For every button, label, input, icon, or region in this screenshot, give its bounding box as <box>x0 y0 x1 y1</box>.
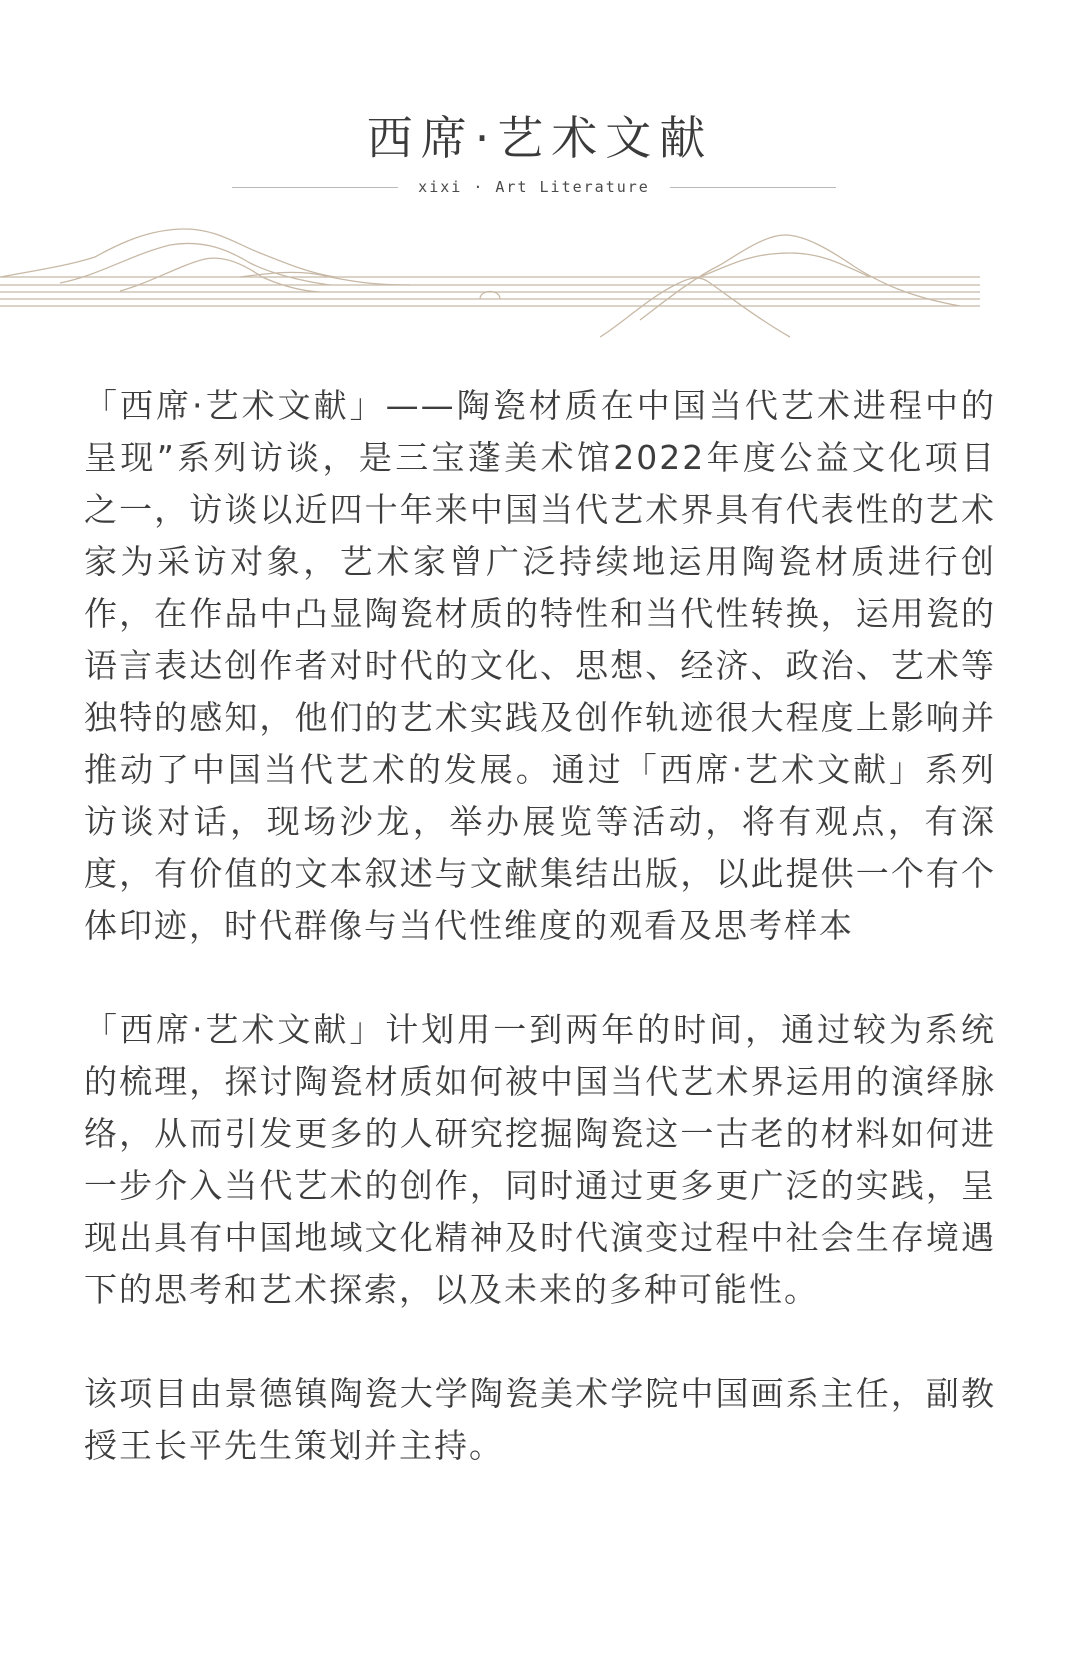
paragraph-plan: 「西席·艺术文献」计划用一到两年的时间，通过较为系统的梳理，探讨陶瓷材质如何被中国当代艺术界运用的演绎脉络，从而引发更多的人研究挖掘陶瓷这一古老的材料如何进一步介入当代艺术的创作，同时通过更多更广泛的实践，呈现出具有中国地域文化精神及时代演变过程中社会生存境遇下的思考和艺术探索，以及未来的多种可能性。 <box>84 1010 996 1309</box>
mountain-line-ornament-icon <box>0 225 1080 340</box>
page-title: 西席·艺术文献 <box>366 111 714 165</box>
divider-right <box>670 187 836 188</box>
paragraph-intro: 「西席·艺术文献」——陶瓷材质在中国当代艺术进程中的呈现”系列访谈，是三宝蓬美术馆2022年度公益文化项目之一，访谈以近四十年来中国当代艺术界具有代表性的艺术家为采访对象，艺术家曾广泛持续地运用陶瓷材质进行创作，在作品中凸显陶瓷材质的特性和当代性转换，运用瓷的语言表达创作者对时代的文化、思想、经济、政治、艺术等独特的感知，他们的艺术实践及创作轨迹很大程度上影响并推动了中国当代艺术的发展。通过「西席·艺术文献」系列访谈对话，现场沙龙，举办展览等活动，将有观点，有深度，有价值的文本叙述与文献集结出版，以此提供一个有个体印迹，时代群像与当代性维度的观看及思考样本 <box>84 386 996 945</box>
paragraph-curator: 该项目由景德镇陶瓷大学陶瓷美术学院中国画系主任，副教授王长平先生策划并主持。 <box>84 1374 996 1465</box>
subtitle-row <box>232 176 836 200</box>
header <box>0 0 1080 340</box>
article-body <box>84 380 996 1472</box>
page-subtitle: xixi · Art Literature <box>418 178 650 196</box>
divider-left <box>232 187 398 188</box>
